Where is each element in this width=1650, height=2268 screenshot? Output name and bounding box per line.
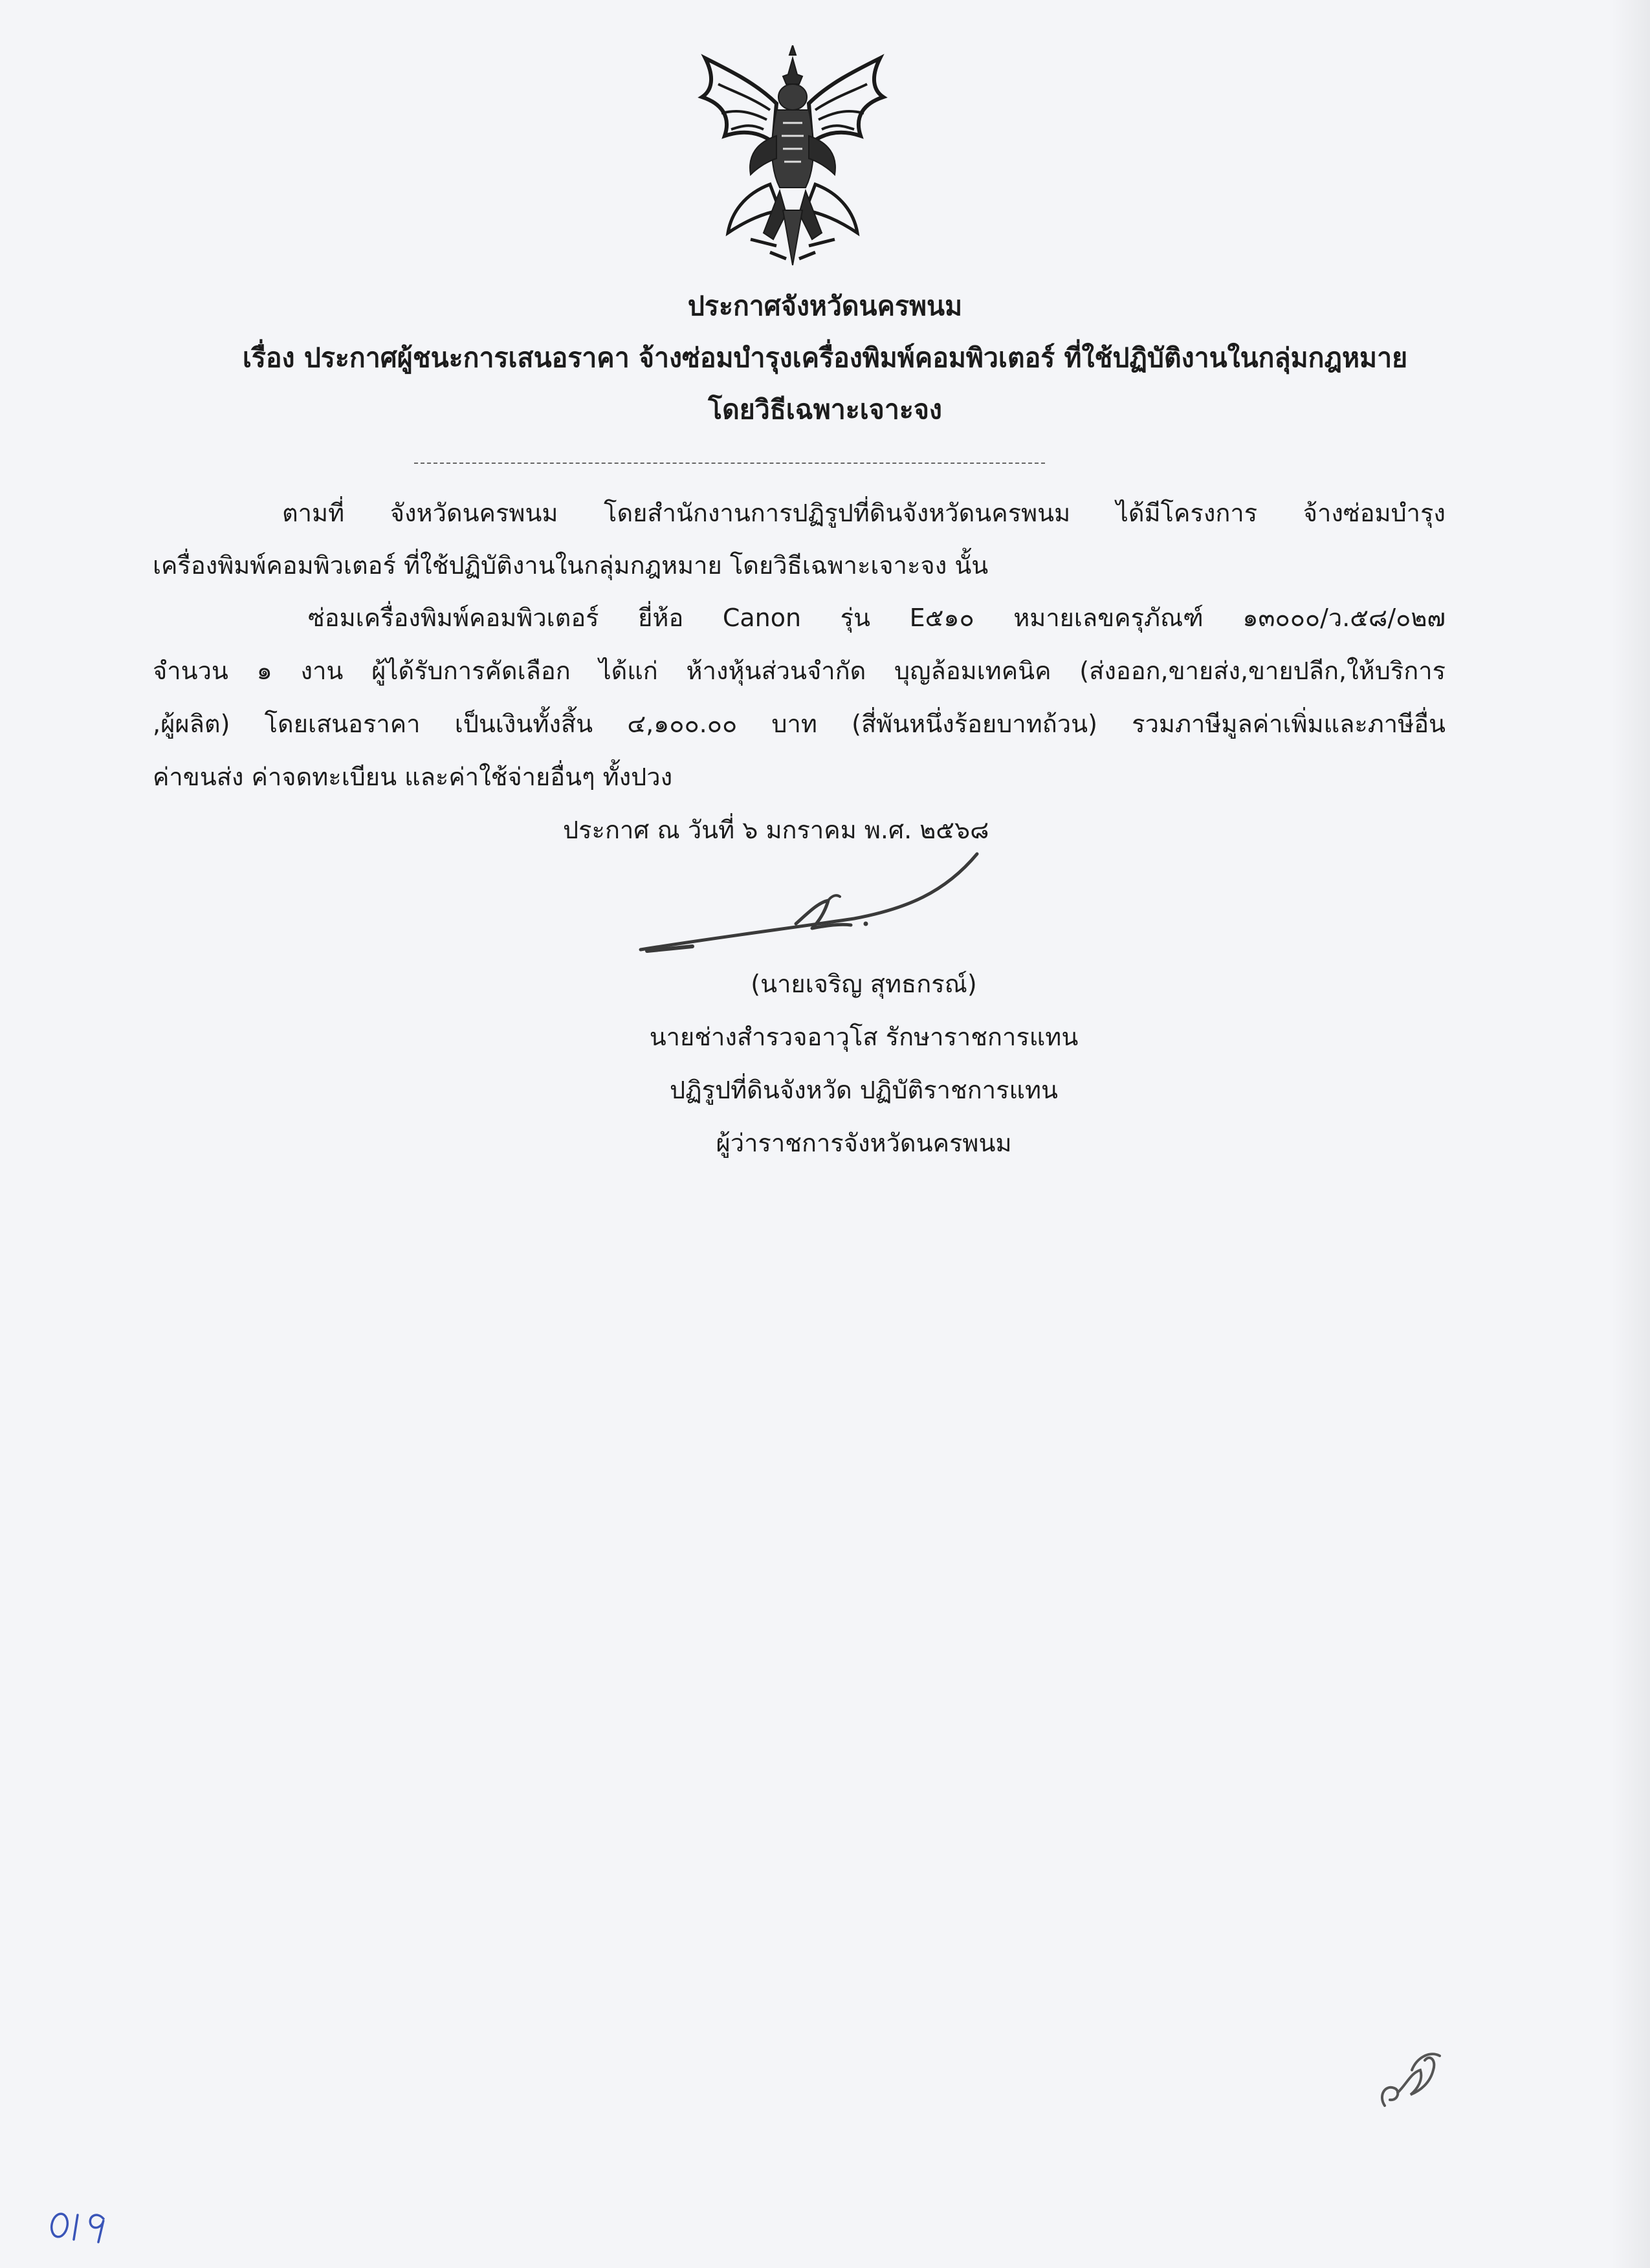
garuda-emblem-icon: [686, 45, 899, 278]
announcement-title: ประกาศจังหวัดนครพนม: [687, 290, 963, 322]
signatory-position-3: ผู้ว่าราชการจังหวัดนครพนม: [716, 1129, 1012, 1157]
signatory-name: (นายเจริญ สุทธกรณ์): [751, 970, 977, 998]
divider: [414, 463, 1045, 464]
signature-icon: [634, 841, 996, 970]
signatory-position-2: ปฏิรูปที่ดินจังหวัด ปฏิบัติราชการแทน: [669, 1076, 1059, 1104]
subject-line-1: เรื่อง ประกาศผู้ชนะการเสนอราคา จ้างซ่อมบำรุงเครื่องพิมพ์คอมพิวเตอร์ ที่ใช้ปฏิบัติงานในกลุ่มกฎหมาย: [242, 342, 1408, 373]
paragraph-2-line-4: ค่าขนส่ง ค่าจดทะเบียน และค่าใช้จ่ายอื่นๆ ทั้งปวง: [153, 763, 673, 791]
subject-line-2: โดยวิธีเฉพาะเจาะจง: [708, 394, 942, 425]
signatory-position-1: นายช่างสำรวจอาวุโส รักษาราชการแทน: [649, 1023, 1079, 1051]
paragraph-1-line-2: เครื่องพิมพ์คอมพิวเตอร์ ที่ใช้ปฏิบัติงานในกลุ่มกฎหมาย โดยวิธีเฉพาะเจาะจง นั้น: [153, 551, 989, 580]
paragraph-2-line-1: ซ่อมเครื่องพิมพ์คอมพิวเตอร์ ยี่ห้อ Canon รุ่น E๕๑๐ หมายเลขครุภัณฑ์ ๑๓๐๐๐/ว.๕๘/๐๒๗: [308, 604, 1446, 632]
paragraph-2-line-2: จำนวน ๑ งาน ผู้ได้รับการคัดเลือก ได้แก่ ห้างหุ้นส่วนจำกัด บุญล้อมเทคนิค (ส่งออก,ขายส่ง,ขายปลีก,ให้บริการ: [153, 657, 1446, 685]
handwritten-mark-icon: [1372, 2044, 1449, 2115]
paragraph-2-line-3: ,ผู้ผลิต) โดยเสนอราคา เป็นเงินทั้งสิ้น ๔,๑๐๐.๐๐ บาท (สี่พันหนึ่งร้อยบาทถ้วน) รวมภาษีมูลค่าเพิ่มและภาษีอื่น: [153, 710, 1446, 738]
announcement-date: ประกาศ ณ วันที่ ๖ มกราคม พ.ศ. ๒๕๖๘: [563, 816, 989, 844]
paragraph-1-line-1: ตามที่ จังหวัดนครพนม โดยสำนักงานการปฏิรูปที่ดินจังหวัดนครพนม ได้มีโครงการ จ้างซ่อมบำรุง: [282, 499, 1446, 527]
handwritten-number-icon: [45, 2197, 116, 2249]
